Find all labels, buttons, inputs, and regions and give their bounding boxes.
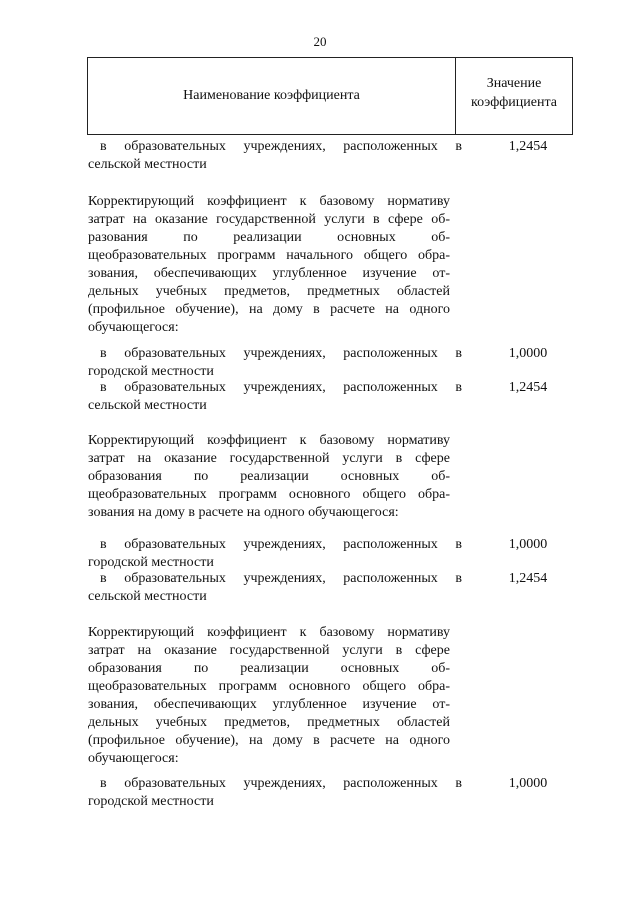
row-line: образования по реализации основных об-: [88, 469, 450, 484]
row-line: обучающегося:: [88, 320, 179, 335]
row-line: в образовательных учреждениях, расположенных в: [100, 571, 462, 586]
header-name-cell: [88, 58, 455, 134]
row-value: 1,0000: [508, 776, 548, 791]
row-line: дельных учебных предметов, предметных областей: [88, 284, 450, 299]
row-value: 1,0000: [508, 537, 548, 552]
row-line: щеобразовательных программ начального общего обра-: [88, 248, 450, 263]
row-text: [88, 624, 450, 768]
row-line: городской местности: [88, 794, 214, 809]
row-text: [88, 345, 462, 381]
header-name-label: Наименование коэффициента: [183, 88, 360, 103]
row-line: зования, обеспечивающих углубленное изучение от-: [88, 266, 450, 281]
header-value-cell: [456, 74, 572, 112]
row-line: разования по реализации основных об-: [88, 230, 450, 245]
row-line: щеобразовательных программ основного общего обра-: [88, 679, 450, 694]
row-text: [88, 775, 462, 811]
row-line: (профильное обучение), на дому в расчете на одного: [88, 733, 450, 748]
row-text: [88, 432, 450, 522]
row-line: в образовательных учреждениях, расположенных в: [100, 139, 462, 154]
row-line: зования, обеспечивающих углубленное изучение от-: [88, 697, 450, 712]
row-line: в образовательных учреждениях, расположенных в: [100, 380, 462, 395]
row-line: зования на дому в расчете на одного обучающегося:: [88, 505, 399, 520]
row-line: в образовательных учреждениях, расположенных в: [100, 537, 462, 552]
header-value-label-line2: коэффициента: [471, 95, 557, 110]
row-line: затрат на оказание государственной услуги в сфере об-: [88, 212, 450, 227]
table-header: [87, 57, 573, 135]
row-line: сельской местности: [88, 157, 207, 172]
row-line: сельской местности: [88, 589, 207, 604]
row-line: Корректирующий коэффициент к базовому нормативу: [88, 433, 450, 448]
row-line: в образовательных учреждениях, расположенных в: [100, 346, 462, 361]
row-line: образования по реализации основных об-: [88, 661, 450, 676]
row-text: [88, 536, 462, 572]
row-line: обучающегося:: [88, 751, 179, 766]
row-line: городской местности: [88, 555, 214, 570]
row-value: 1,2454: [508, 571, 548, 586]
row-line: сельской местности: [88, 398, 207, 413]
row-value: 1,2454: [508, 380, 548, 395]
row-line: городской местности: [88, 364, 214, 379]
row-line: затрат на оказание государственной услуги в сфере: [88, 451, 450, 466]
row-value: 1,2454: [508, 139, 548, 154]
header-value-label-line1: Значение: [486, 76, 542, 91]
page-number: 20: [313, 34, 327, 49]
row-value: 1,0000: [508, 346, 548, 361]
row-text: [88, 193, 450, 337]
row-line: в образовательных учреждениях, расположенных в: [100, 776, 462, 791]
row-line: Корректирующий коэффициент к базовому нормативу: [88, 194, 450, 209]
row-line: дельных учебных предметов, предметных областей: [88, 715, 450, 730]
row-text: [88, 379, 462, 415]
row-text: [88, 570, 462, 606]
row-text: [88, 138, 462, 174]
row-line: щеобразовательных программ основного общего обра-: [88, 487, 450, 502]
row-line: затрат на оказание государственной услуги в сфере: [88, 643, 450, 658]
row-line: Корректирующий коэффициент к базовому нормативу: [88, 625, 450, 640]
row-line: (профильное обучение), на дому в расчете на одного: [88, 302, 450, 317]
